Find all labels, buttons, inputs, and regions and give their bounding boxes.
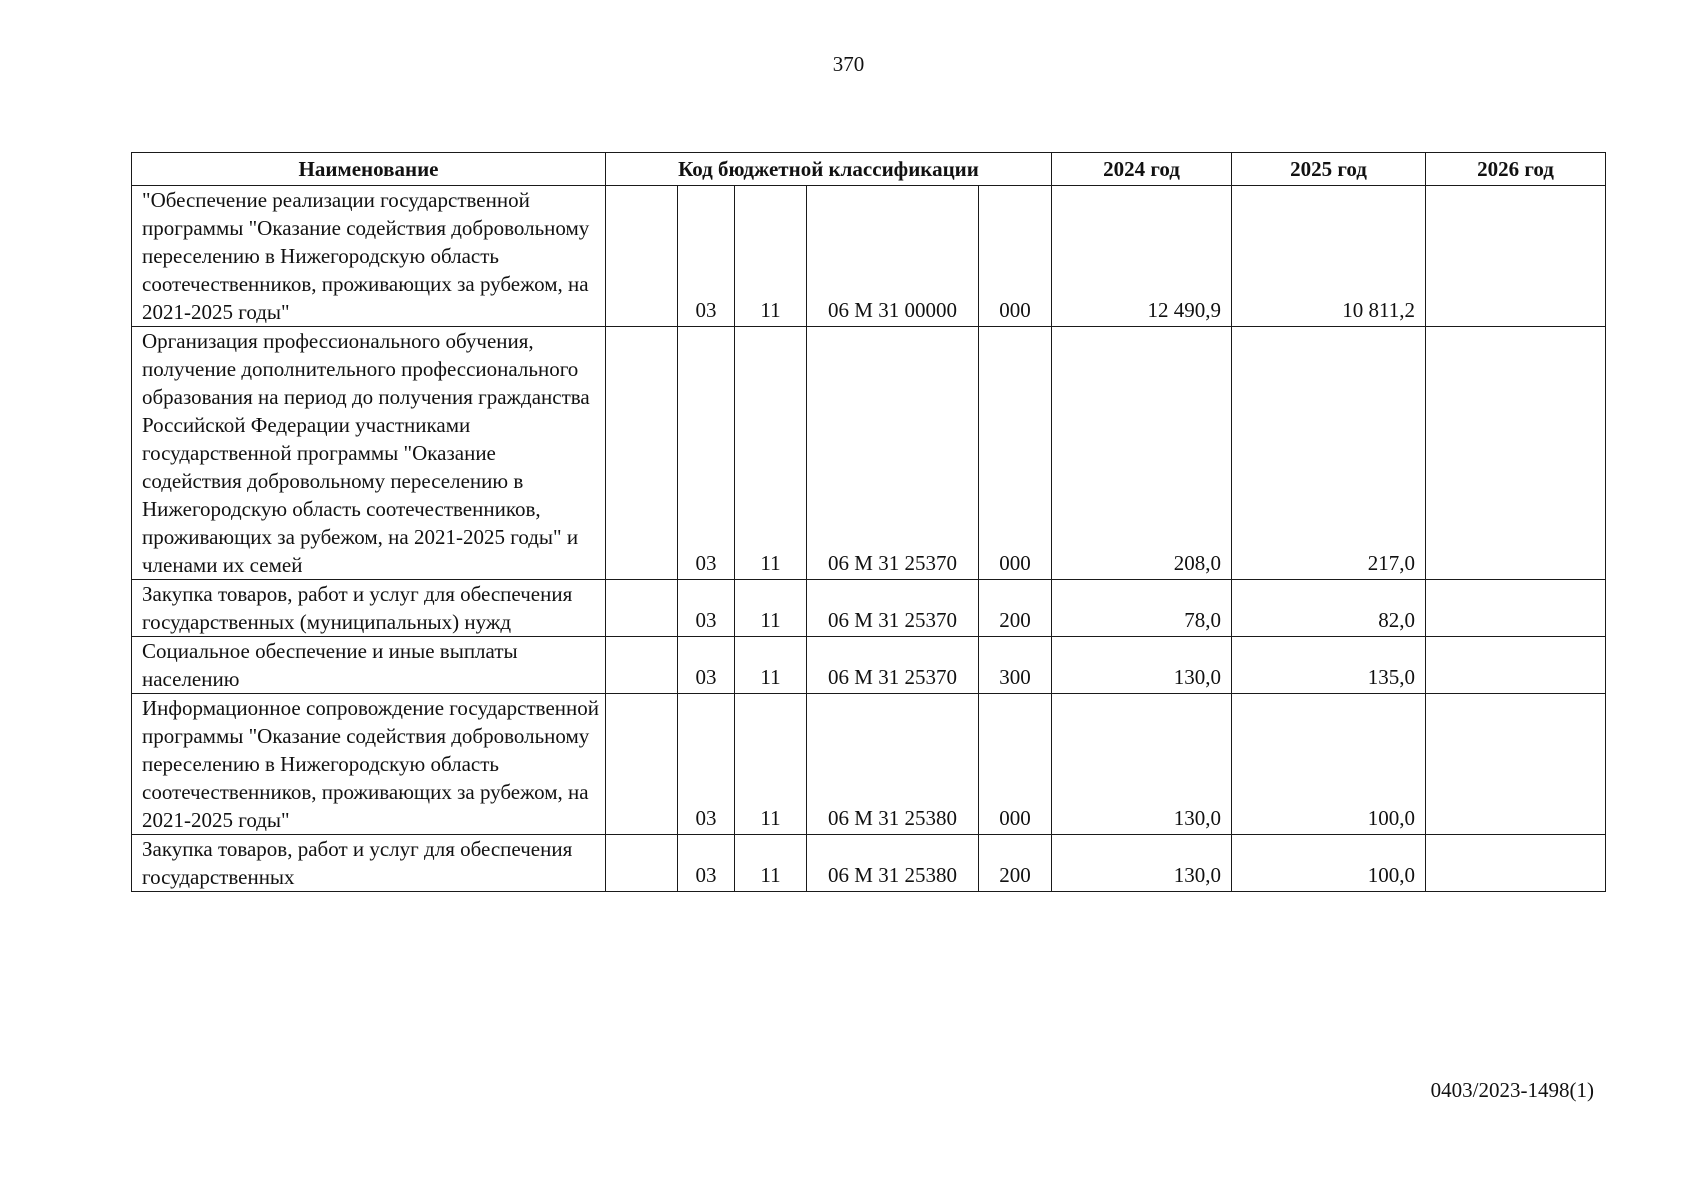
code-expense-type: 000	[979, 186, 1052, 327]
code-section: 03	[678, 835, 735, 892]
table-header-row	[132, 153, 1606, 186]
code-subsection: 11	[735, 694, 807, 835]
value-2025: 100,0	[1232, 835, 1426, 892]
value-2024: 12 490,9	[1052, 186, 1232, 327]
code-target: 06 М 31 25380	[807, 835, 979, 892]
table-row	[132, 580, 1606, 637]
table-row	[132, 637, 1606, 694]
value-2025: 135,0	[1232, 637, 1426, 694]
code-subsection: 11	[735, 580, 807, 637]
header-code: Код бюджетной классификации	[606, 153, 1052, 186]
row-name: Информационное сопровождение государственной программы "Оказание содействия добровольному переселению в Нижегородскую область соотечественников, проживающих за рубежом, на 2021-2025 годы"	[132, 694, 606, 835]
value-2025: 100,0	[1232, 694, 1426, 835]
code-section: 03	[678, 580, 735, 637]
value-2026	[1426, 637, 1606, 694]
value-2026	[1426, 327, 1606, 580]
header-2026: 2026 год	[1426, 153, 1606, 186]
code-subsection: 11	[735, 637, 807, 694]
code-subsection: 11	[735, 327, 807, 580]
value-2026	[1426, 835, 1606, 892]
table-row	[132, 186, 1606, 327]
table-row	[132, 694, 1606, 835]
code-expense-type: 000	[979, 327, 1052, 580]
code-expense-type: 000	[979, 694, 1052, 835]
header-2024: 2024 год	[1052, 153, 1232, 186]
value-2024: 130,0	[1052, 835, 1232, 892]
empty-cell	[606, 637, 678, 694]
value-2025: 82,0	[1232, 580, 1426, 637]
code-subsection: 11	[735, 835, 807, 892]
value-2024: 208,0	[1052, 327, 1232, 580]
value-2026	[1426, 694, 1606, 835]
code-section: 03	[678, 186, 735, 327]
code-section: 03	[678, 694, 735, 835]
code-subsection: 11	[735, 186, 807, 327]
value-2025: 10 811,2	[1232, 186, 1426, 327]
empty-cell	[606, 694, 678, 835]
value-2025: 217,0	[1232, 327, 1426, 580]
empty-cell	[606, 835, 678, 892]
page-number: 370	[832, 52, 865, 76]
row-name: Организация профессионального обучения, получение дополнительного профессионального образования на период до получения гражданства Российской Федерации участниками государственной программы "Оказание содействия добровольному переселению в Нижегородскую область соотечественников, проживающих за рубежом, на 2021-2025 годы" и членами их семей	[132, 327, 606, 580]
code-expense-type: 200	[979, 580, 1052, 637]
value-2026	[1426, 580, 1606, 637]
code-target: 06 М 31 25380	[807, 694, 979, 835]
header-name: Наименование	[132, 153, 606, 186]
table-row	[132, 327, 1606, 580]
table-row	[132, 835, 1606, 892]
value-2026	[1426, 186, 1606, 327]
row-name: Социальное обеспечение и иные выплаты населению	[132, 637, 606, 694]
row-name: Закупка товаров, работ и услуг для обеспечения государственных	[132, 835, 606, 892]
code-target: 06 М 31 25370	[807, 637, 979, 694]
row-name: "Обеспечение реализации государственной программы "Оказание содействия добровольному переселению в Нижегородскую область соотечественников, проживающих за рубежом, на 2021-2025 годы"	[132, 186, 606, 327]
empty-cell	[606, 580, 678, 637]
code-expense-type: 300	[979, 637, 1052, 694]
value-2024: 130,0	[1052, 637, 1232, 694]
code-target: 06 М 31 00000	[807, 186, 979, 327]
document-id: 0403/2023-1498(1)	[1430, 1078, 1594, 1102]
row-name: Закупка товаров, работ и услуг для обеспечения государственных (муниципальных) нужд	[132, 580, 606, 637]
value-2024: 130,0	[1052, 694, 1232, 835]
empty-cell	[606, 186, 678, 327]
value-2024: 78,0	[1052, 580, 1232, 637]
code-expense-type: 200	[979, 835, 1052, 892]
code-section: 03	[678, 637, 735, 694]
code-target: 06 М 31 25370	[807, 580, 979, 637]
code-section: 03	[678, 327, 735, 580]
header-2025: 2025 год	[1232, 153, 1426, 186]
budget-table	[131, 152, 1606, 892]
empty-cell	[606, 327, 678, 580]
code-target: 06 М 31 25370	[807, 327, 979, 580]
